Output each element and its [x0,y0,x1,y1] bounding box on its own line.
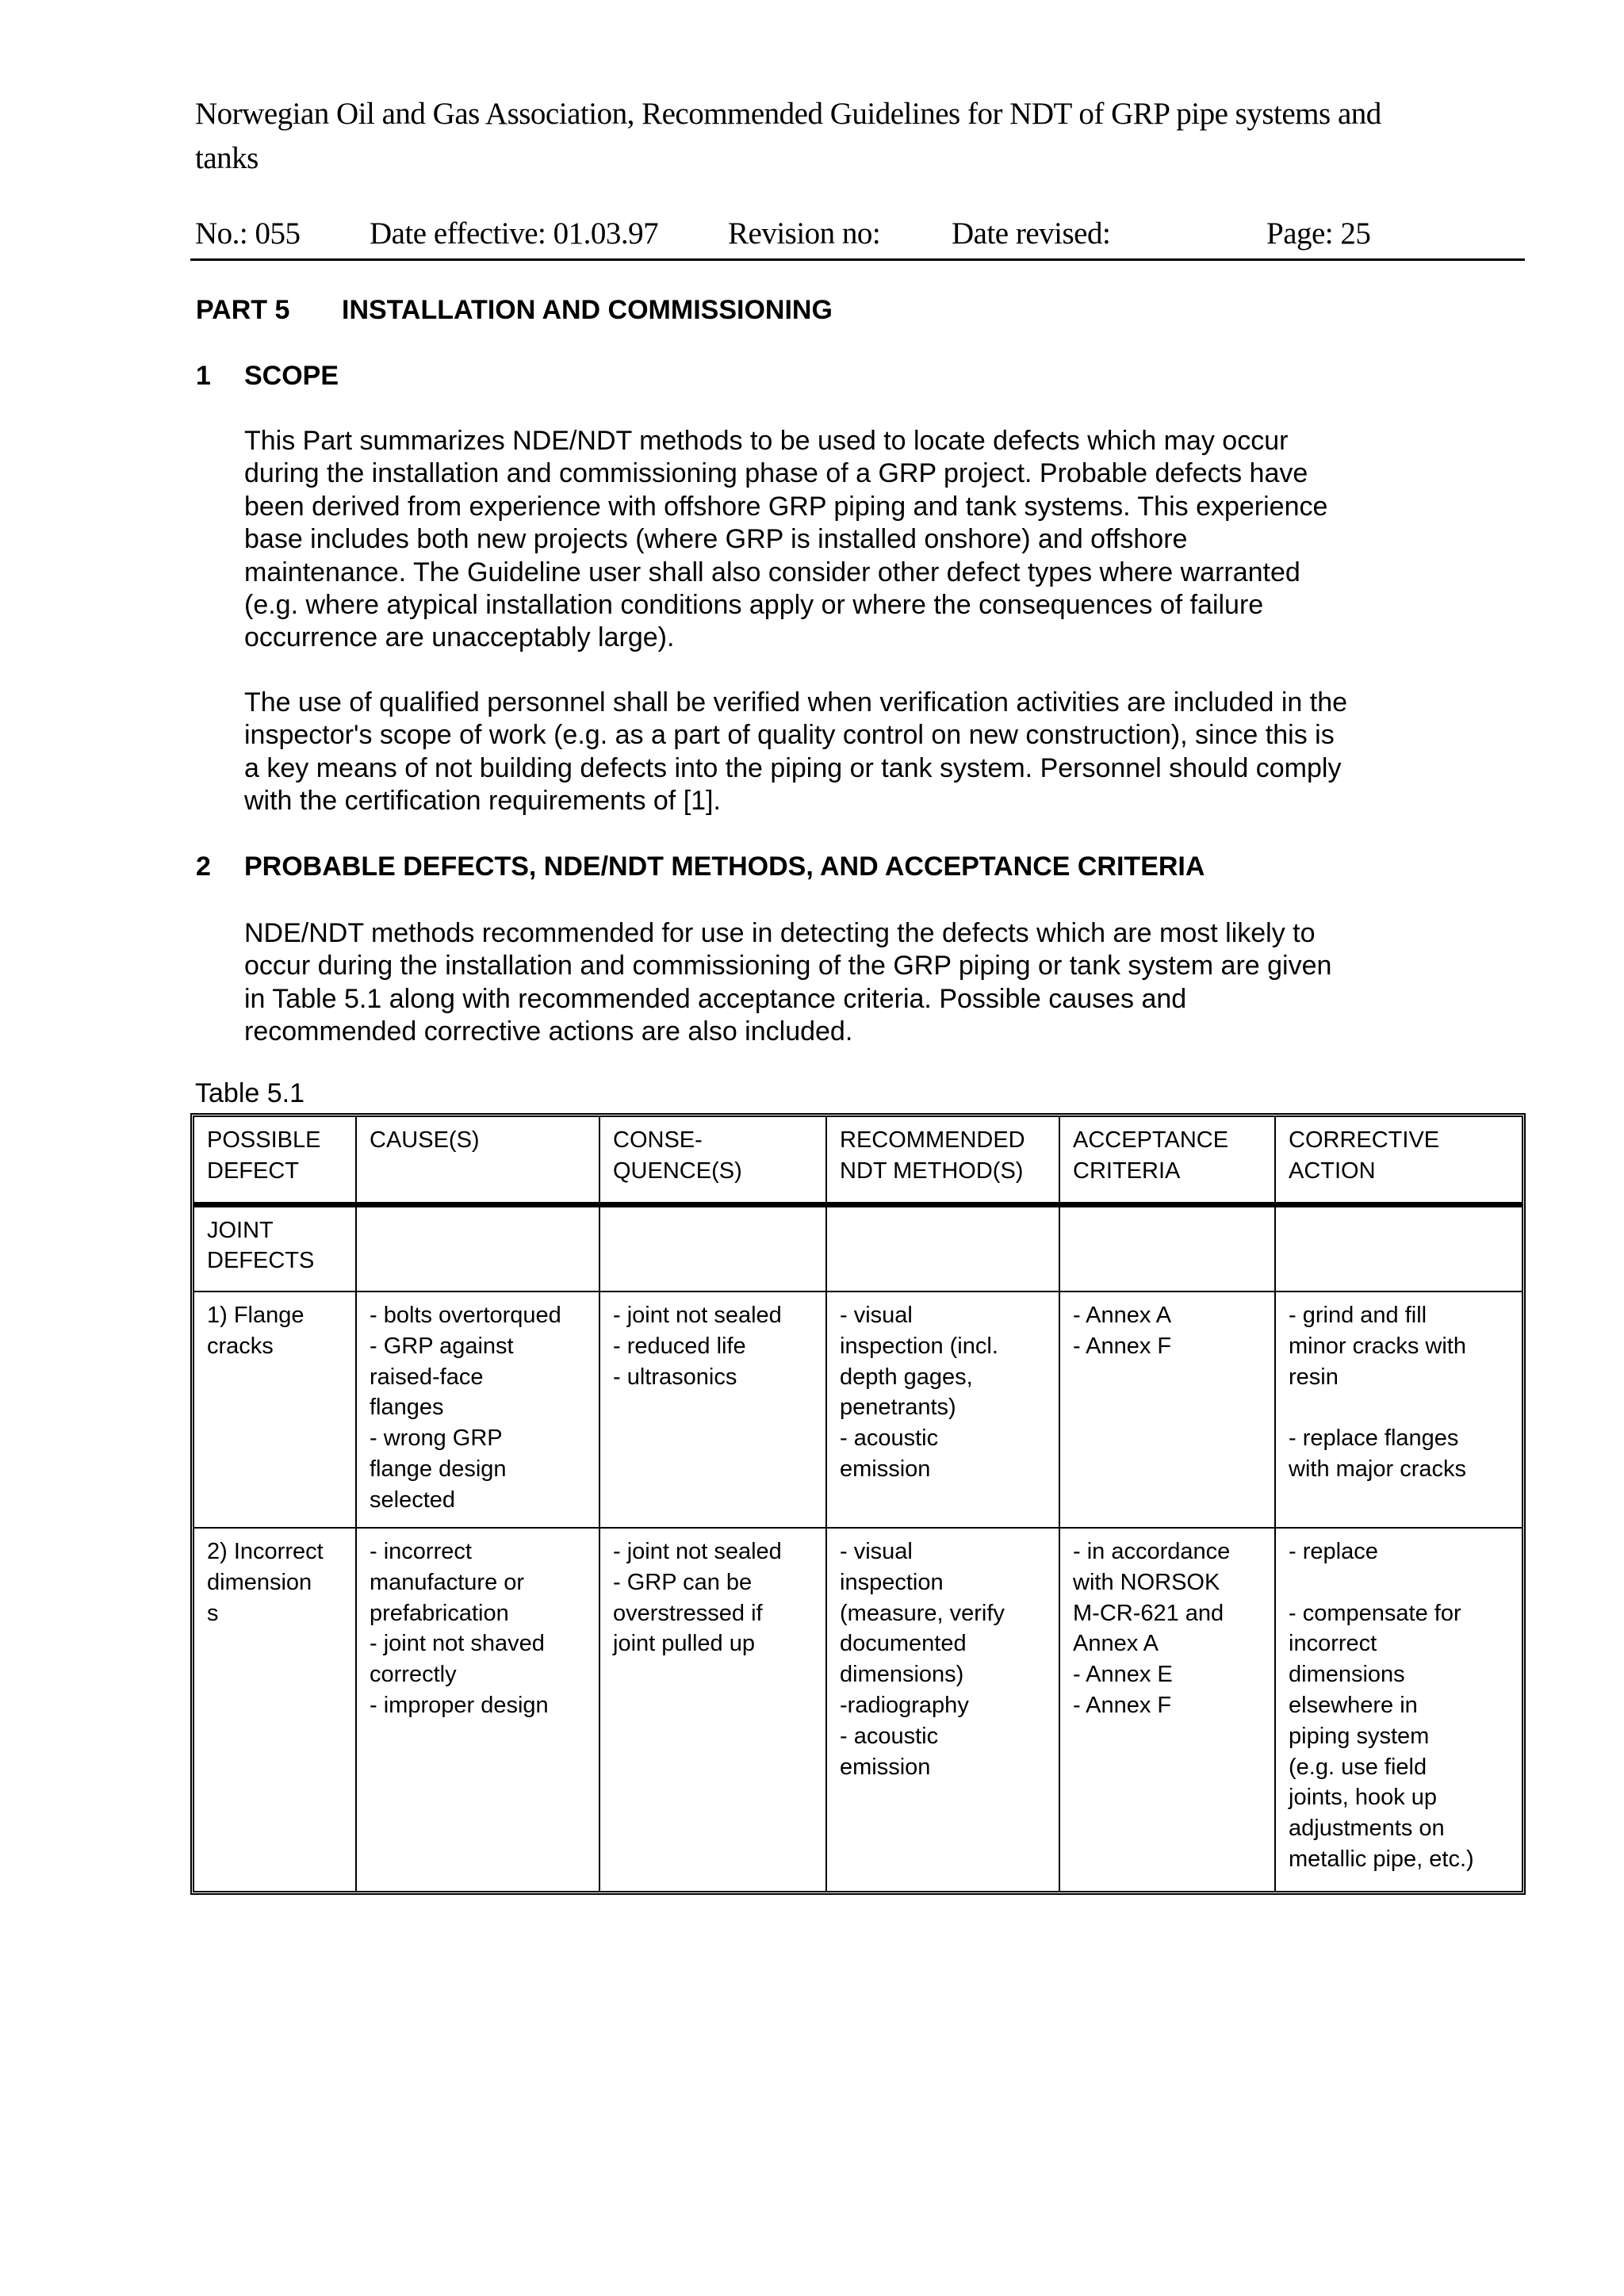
paragraph-line: in Table 5.1 along with recommended acceptance criteria. Possible causes and [244,983,1187,1014]
paragraph-line: been derived from experience with offshore GRP piping and tank systems. This experience [244,491,1328,522]
cell-line: - Annex F [1073,1333,1172,1359]
paragraph-line: maintenance. The Guideline user shall also consider other defect types where warranted [244,557,1300,587]
table-row [194,1292,1522,1528]
cell-line: overstressed if [613,1600,763,1626]
cell-line: ACCEPTANCE [1073,1127,1229,1153]
cell-line: incorrect [1289,1631,1377,1657]
defect-cell [194,1528,356,1891]
header-title-line: tanks [195,141,259,175]
cell-line: CRITERIA [1073,1158,1181,1184]
consequences-cell [599,1292,826,1528]
header-title-line: Norwegian Oil and Gas Association, Recommended Guidelines for NDT of GRP pipe systems and [195,97,1381,131]
defect-cell [194,1292,356,1528]
defects-table [190,1113,1526,1895]
ndt-method-cell [826,1528,1059,1891]
cell-line: - compensate for [1289,1600,1461,1626]
cell-line: dimensions [1289,1662,1405,1688]
table-group-row [194,1204,1522,1292]
line-gap [1289,1392,1511,1423]
paragraph-line: a key means of not building defects into the piping or tank system. Personnel should comply [244,752,1342,783]
group-label-cell [194,1204,356,1292]
cell-line: (measure, verify [840,1600,1005,1626]
cell-line: - GRP can be [613,1569,753,1595]
table-cell [826,1204,1059,1292]
cell-line: prefabrication [370,1600,509,1626]
corrective-action-cell [1275,1292,1522,1528]
acceptance-cell [1059,1292,1275,1528]
cell-line: emission [840,1754,931,1780]
table-5-1 [194,1117,1522,1891]
table-caption: Table 5.1 [195,1078,304,1108]
cell-line: 1) Flange [207,1303,304,1328]
header-causes [356,1117,599,1204]
cell-line: M-CR-621 and [1073,1600,1224,1626]
cell-line: flanges [370,1395,444,1421]
cell-line: metallic pipe, etc.) [1289,1846,1474,1872]
causes-cell [356,1292,599,1528]
ndt-method-cell [826,1292,1059,1528]
cell-line: - grind and fill [1289,1303,1427,1328]
cell-line: - Annex F [1073,1692,1172,1718]
table-header-row [194,1117,1522,1204]
cell-line: manufacture or [370,1569,525,1595]
paragraph-line: inspector's scope of work (e.g. as a part of quality control on new construction), since this is [244,720,1335,751]
cell-line: resin [1289,1364,1339,1390]
cell-line: selected [370,1487,456,1513]
cell-line: DEFECT [207,1158,299,1184]
table-row [194,1528,1522,1891]
cell-line: - visual [840,1539,913,1564]
cell-line: dimension [207,1569,312,1595]
page-number: Page: 25 [1266,216,1371,251]
scope-paragraph-2 [244,687,1481,818]
cell-line: RECOMMENDED [840,1127,1025,1153]
cell-line: - acoustic [840,1723,939,1749]
cell-line: - in accordance [1073,1539,1231,1564]
paragraph-line: (e.g. where atypical installation conditions apply or where the consequences of failure [244,590,1264,621]
paragraph-line: occurrence are unacceptably large). [244,622,675,653]
paragraph-line: base includes both new projects (where GRP is installed onshore) and offshore [244,524,1188,555]
revision-number: Revision no: [728,216,881,251]
paragraph-line: This Part summarizes NDE/NDT methods to be used to locate defects which may occur [244,426,1289,456]
paragraph-line: during the installation and commissioning phase of a GRP project. Probable defects have [244,458,1308,489]
cell-line: correctly [370,1662,457,1688]
cell-line: dimensions) [840,1662,964,1688]
cell-line: depth gages, [840,1364,973,1390]
cell-line: adjustments on [1289,1816,1445,1842]
cell-line: DEFECTS [207,1248,315,1274]
cell-line: piping system [1289,1723,1430,1749]
cell-line: joints, hook up [1289,1785,1438,1811]
cell-line: Annex A [1073,1631,1159,1657]
cell-line: - joint not shaved [370,1631,545,1657]
paragraph-line: occur during the installation and commissioning of the GRP piping or tank system are given [244,951,1332,982]
cell-line: - Annex A [1073,1303,1172,1328]
table-cell [1275,1204,1522,1292]
cell-line: inspection (incl. [840,1333,998,1359]
document-header-title [195,92,1464,181]
cell-line: CAUSE(S) [370,1127,480,1153]
cell-line: CORRECTIVE [1289,1127,1440,1153]
cell-line: with major cracks [1289,1456,1466,1482]
header-corrective-action [1275,1117,1522,1204]
table-cell [1059,1204,1275,1292]
header-divider [190,258,1525,261]
cell-line: CONSE- [613,1127,703,1153]
cell-line: ACTION [1289,1158,1376,1184]
cell-line: s [207,1600,219,1626]
cell-line: 2) Incorrect [207,1539,324,1564]
cell-line: - improper design [370,1692,549,1718]
cell-line: documented [840,1631,967,1657]
cell-line: minor cracks with [1289,1333,1466,1359]
cell-line: flange design [370,1456,507,1482]
cell-line: - joint not sealed [613,1539,782,1564]
cell-line: - bolts overtorqued [370,1303,561,1328]
document-number: No.: 055 [195,216,301,251]
cell-line: - replace flanges [1289,1425,1459,1452]
cell-line: penetrants) [840,1395,956,1421]
part-title: INSTALLATION AND COMMISSIONING [342,295,833,325]
cell-line: emission [840,1456,931,1482]
cell-line: QUENCE(S) [613,1158,742,1184]
acceptance-cell [1059,1528,1275,1891]
paragraph-line: with the certification requirements of [1]. [244,786,721,817]
cell-line: joint pulled up [613,1631,755,1657]
line-gap [1289,1567,1511,1598]
cell-line: -radiography [840,1692,969,1718]
cell-line: elsewhere in [1289,1692,1418,1718]
cell-line: - reduced life [613,1333,746,1359]
cell-line: - GRP against [370,1333,514,1359]
header-ndt-methods [826,1117,1059,1204]
table-cell [356,1204,599,1292]
cell-line: - wrong GRP [370,1425,503,1452]
cell-line: - ultrasonics [613,1364,737,1390]
header-consequences [599,1117,826,1204]
methods-paragraph [244,917,1481,1049]
cell-line: - replace [1289,1539,1378,1564]
causes-cell [356,1528,599,1891]
date-effective: Date effective: 01.03.97 [370,216,659,251]
cell-line: POSSIBLE [207,1127,321,1153]
cell-line: - joint not sealed [613,1303,782,1328]
part-label: PART 5 [196,295,290,325]
cell-line: - acoustic [840,1425,939,1452]
section-1-title: SCOPE [244,361,339,391]
cell-line: cracks [207,1333,274,1359]
scope-paragraph-1 [244,425,1481,655]
cell-line: inspection [840,1569,944,1595]
paragraph-line: recommended corrective actions are also included. [244,1016,853,1047]
cell-line: raised-face [370,1364,484,1390]
section-2-title: PROBABLE DEFECTS, NDE/NDT METHODS, AND ACCEPTANCE CRITERIA [244,851,1205,882]
corrective-action-cell [1275,1528,1522,1891]
cell-line: JOINT [207,1217,274,1243]
cell-line: - Annex E [1073,1662,1173,1688]
section-2-number: 2 [196,851,211,882]
paragraph-line: The use of qualified personnel shall be verified when verification activities are included in the [244,687,1348,718]
cell-line: - incorrect [370,1539,472,1564]
cell-line: (e.g. use field [1289,1754,1427,1780]
table-cell [599,1204,826,1292]
paragraph-line: NDE/NDT methods recommended for use in detecting the defects which are most likely to [244,918,1316,948]
header-possible-defect [194,1117,356,1204]
header-acceptance-criteria [1059,1117,1275,1204]
consequences-cell [599,1528,826,1891]
cell-line: NDT METHOD(S) [840,1158,1024,1184]
cell-line: - visual [840,1303,913,1328]
date-revised: Date revised: [952,216,1111,251]
section-1-number: 1 [196,361,211,391]
cell-line: with NORSOK [1073,1569,1220,1595]
